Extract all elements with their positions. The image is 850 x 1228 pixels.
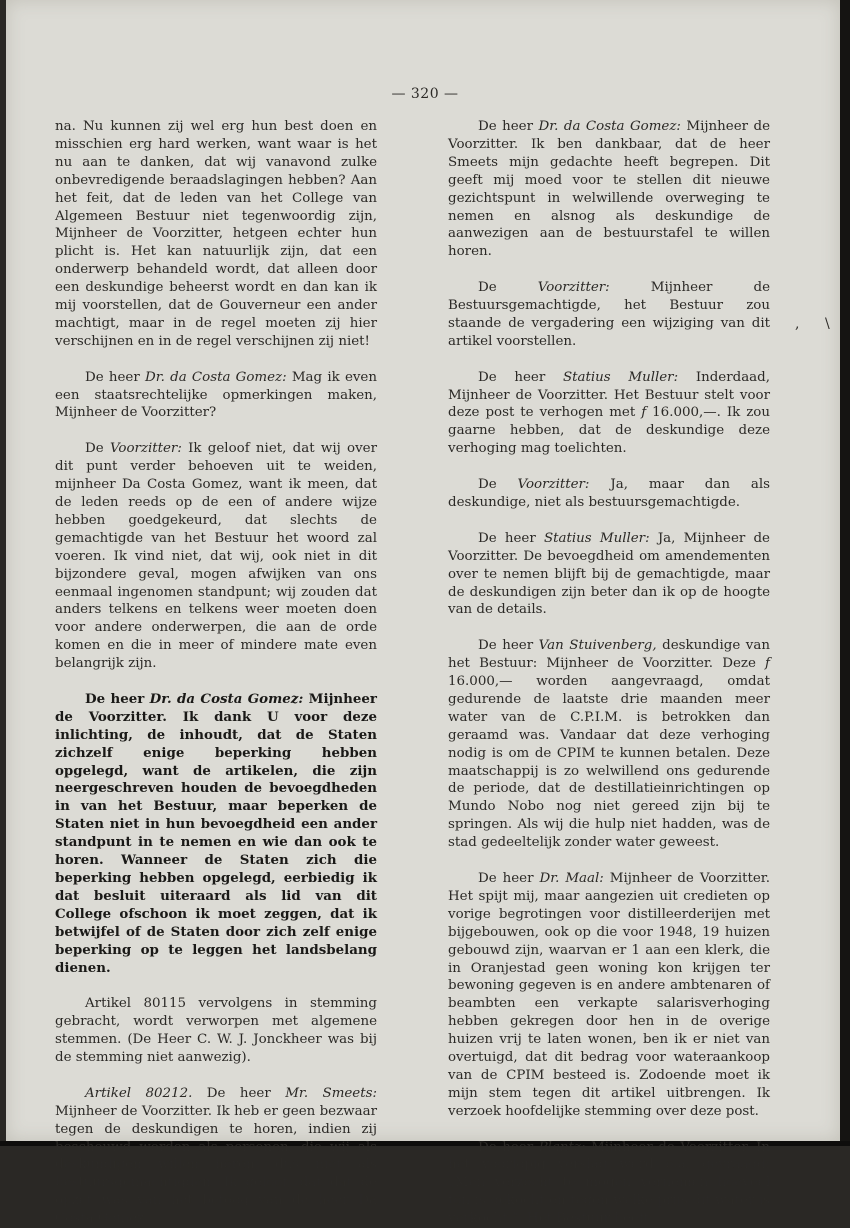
paragraph xyxy=(448,369,770,459)
paragraph-gap xyxy=(448,1121,770,1139)
text-run: De heer xyxy=(478,369,563,385)
paragraph xyxy=(448,118,770,261)
text-run: De xyxy=(478,477,518,493)
italic-text: Voorzitter: xyxy=(537,280,610,296)
margin-mark: , xyxy=(795,316,800,332)
italic-text: Dr. da Costa Gomez: xyxy=(149,690,304,707)
italic-text: Dr. Maal: xyxy=(539,870,604,886)
paragraph xyxy=(55,1085,377,1228)
right-column xyxy=(448,118,770,1228)
paragraph xyxy=(55,691,377,978)
paragraph-gap xyxy=(448,351,770,369)
text-run: De heer xyxy=(478,119,539,134)
paragraph-gap xyxy=(55,351,377,369)
paragraph xyxy=(448,870,770,1121)
paragraph-gap xyxy=(448,458,770,476)
paragraph xyxy=(448,530,770,620)
scan-edge-right xyxy=(840,0,850,1146)
italic-text: Artikel 80212. xyxy=(85,1085,193,1101)
paragraph xyxy=(448,279,770,351)
text-run: na. Nu kunnen zij wel erg hun best doen en misschien erg hard werken, want waar is het nu aan te danken, dat wij vanavond zulke onbevredigende beraadslagingen hebben? Aan het feit, dat de leden van het College van Algemeen Bestuur niet tegenwoordig zijn, Mijnheer de Voorzitter, hetgeen echter hun plicht is. Het kan natuurlijk zijn, dat een onderwerp behandeld wordt, dat alleen door een deskundige beheerst wordt en dan kan ik mij voorstellen, dat de Gouverneur een ander machtigt, maar in de regel moeten zij hier verschijnen en in de regel verschijnen zij niet! xyxy=(55,119,377,349)
italic-text: Mr. Smeets: xyxy=(285,1085,377,1101)
paragraph-gap xyxy=(448,512,770,530)
text-run: Mag ik even een staatsrechtelijke opmerkingen maken, Mijnheer de Voorzitter? xyxy=(55,369,377,421)
text-run: De heer xyxy=(85,690,150,707)
paragraph-gap xyxy=(55,422,377,440)
text-run: Inderdaad, Mijnheer de Voorzitter. Het Bestuur stelt voor deze post te verhogen met xyxy=(448,369,770,421)
text-run: Mijnheer de Voorzitter. Het spijt mij, maar aangezien uit credieten op vorige begrotingen voor distilleerderijen met bijgebouwen, ook op die voor 1948, 19 huizen gebouwd zijn, waarvan er 1 aan een klerk, die in Oranjestad geen woning kon krijgen ter bewoning gegeven is en andere ambtenaren of beambten een verkapte salarisverhoging hebben gekregen door hen in de overige huizen vrij te laten wonen, ben ik er niet van overtuigd, dat dit bedrag voor wateraankoop van de CPIM besteed is. Zodoende moet ik mijn stem tegen dit artikel uitbrengen. Ik verzoek hoofdelijke stemming over deze post. xyxy=(448,870,770,1119)
italic-text: Plantz: xyxy=(538,1139,586,1155)
italic-text: f xyxy=(641,405,647,421)
paragraph-gap xyxy=(55,977,377,995)
italic-text: Dr. da Costa Gomez: xyxy=(144,369,287,385)
paragraph-gap xyxy=(448,619,770,637)
italic-text: Van Stuivenberg, xyxy=(538,638,657,654)
italic-text: Statius Muller: xyxy=(543,530,650,546)
paragraph xyxy=(55,995,377,1067)
paragraph xyxy=(55,118,377,351)
text-run: De xyxy=(85,441,110,457)
text-run: Ja, maar dan als deskundige, niet als bestuursgemachtigde. xyxy=(448,477,770,510)
text-run: Mijnheer de Voorzitter. In het voorlopig verslag werd o.a. gevraagd: „Men verzocht te mogen vernemen hoeveel ton is gekocht en tegen welke prijs dit water is verkocht.”. Het Bestuur heeft xyxy=(448,1139,770,1227)
italic-text: Dr. da Costa Gomez: xyxy=(538,119,681,134)
paragraph xyxy=(448,1139,770,1228)
paragraph xyxy=(55,440,377,673)
text-run: 16.000,—. Ik zou gaarne hebben, dat de deskundige deze verhoging mag toelichten. xyxy=(448,405,770,457)
text-run: De heer xyxy=(478,1139,539,1155)
paragraph xyxy=(55,369,377,423)
text-run: Mijnheer de Voorzitter. Ik dank U voor deze inlichting, de inhoudt, dat de Staten zichzelf enige beperking hebben opgelegd, want de artikelen, die zijn neergeschreven houden de bevoegdheden in van het Bestuur, maar beperken de Staten niet in hun bevoegdheid een ander standpunt in te nemen en wie dan ook te horen. Wanneer de Staten zich die beperking hebben opgelegd, eerbiedig ik dat besluit uiteraard als lid van dit College ofschoon ik moet zeggen, dat ik betwijfel of de Staten door zich zelf enige beperking op te leggen het landsbelang dienen. xyxy=(55,690,377,976)
text-run: Mijnheer de Bestuursgemachtigde, het Bestuur zou staande de vergadering een wijziging van dit artikel voorstellen. xyxy=(448,280,771,349)
paragraph xyxy=(448,476,770,512)
left-column xyxy=(55,118,377,1228)
text-run: De heer xyxy=(478,870,540,886)
text-run: Mijnheer de Voorzitter. Ik ben dankbaar, dat de heer Smeets mijn gedachte heeft begrepen. Dit geeft mij moed voor te stellen dit nieuwe gezichtspunt in welwillende overweging te nemen en alsnog als deskundige de aanwezigen aan de bestuurstafel te willen horen. xyxy=(448,119,770,260)
text-run: 16.000,— worden aangevraagd, omdat gedurende de laatste drie maanden meer water van de C.P.I.M. is betrokken dan geraamd was. Vandaar dat deze verhoging nodig is om de CPIM te kunnen betalen. Deze maatschappij is zo welwillend ons gedurende de periode, dat de destillatieinrichtingen op Mundo Nobo nog niet gereed zijn bij te springen. Als wij die hulp niet hadden, was de stad gedeeltelijk zonder water geweest. xyxy=(448,674,770,851)
text-run: De xyxy=(478,280,538,296)
text-run: Mijnheer de Voorzitter. Ik heb er geen bezwaar tegen de deskundigen te horen, indien zij beschouwd worden als personen, die wij als deskundigen willen horen, dus niet als bestuursgemachtigden. Ik geloof, dat dat de opzet was van het betoog van de heer Da Costa Gomez. xyxy=(55,1103,377,1227)
text-run: De heer xyxy=(192,1085,286,1101)
text-run: Artikel 80115 vervolgens in stemming gebracht, wordt verworpen met algemene stemmen. (De Heer C. W. J. Jonckheer was bij de stemming niet aanwezig). xyxy=(55,996,377,1066)
text-run: Ja, Mijnheer de Voorzitter. De bevoegdheid om amendementen over te nemen blijft bij de gemachtigde, maar de deskundigen zijn beter dan ik op de hoogte van de details. xyxy=(448,530,770,618)
text-run: De heer xyxy=(85,369,145,385)
italic-text: Statius Muller: xyxy=(562,369,679,385)
paragraph xyxy=(448,637,770,852)
text-run: De heer xyxy=(478,638,539,654)
italic-text: Voorzitter: xyxy=(109,441,182,457)
text-run: De heer xyxy=(478,530,544,546)
margin-mark: \ xyxy=(825,316,830,332)
paragraph-gap xyxy=(55,673,377,691)
paragraph-gap xyxy=(55,1067,377,1085)
page-number: — 320 — xyxy=(391,86,459,102)
italic-text: f xyxy=(765,656,770,672)
text-run: Ik geloof niet, dat wij over dit punt verder behoeven uit te weiden, mijnheer Da Costa Gomez, want ik meen, dat de leden reeds op de een of andere wijze hebben goedgekeurd, dat slechts de gemachtigde van het Bestuur het woord zal voeren. Ik vind niet, dat wij, ook niet in dit bijzondere geval, mogen afwijken van ons eenmaal ingenomen standpunt; wij zouden dat anders telkens en telkens weer moeten doen voor andere onderwerpen, die aan de orde komen en die in meer of mindere mate even belangrijk zijn. xyxy=(55,441,377,672)
text-run: deskundige van het Bestuur: Mijnheer de Voorzitter. Deze xyxy=(448,638,770,672)
paragraph-gap xyxy=(448,261,770,279)
italic-text: Voorzitter: xyxy=(517,477,590,493)
paragraph-gap xyxy=(448,852,770,870)
